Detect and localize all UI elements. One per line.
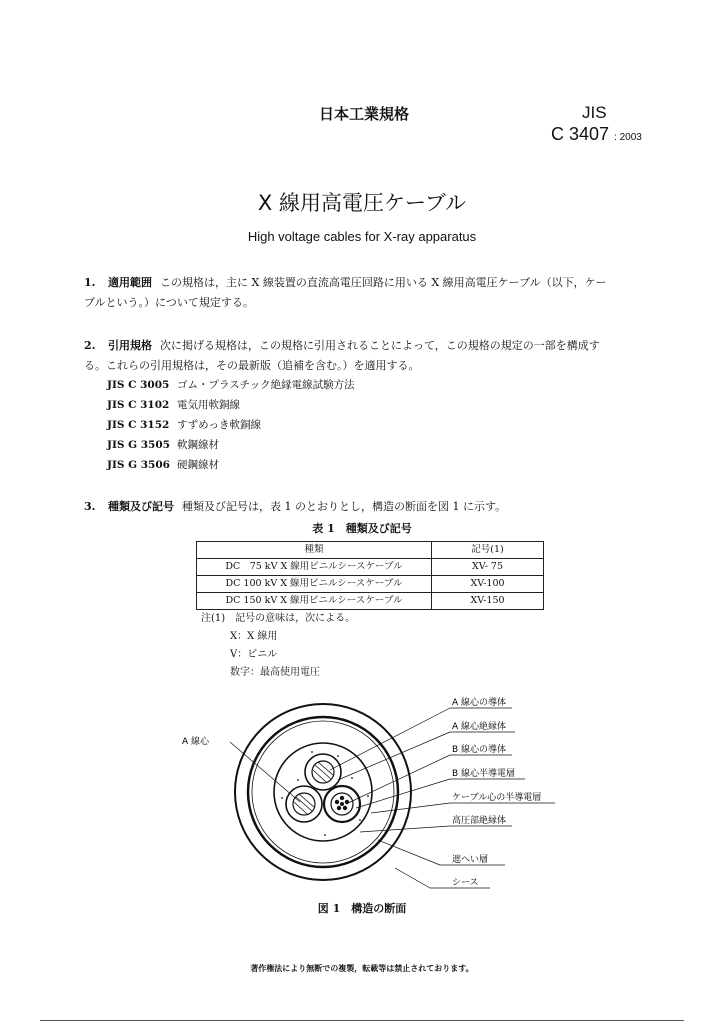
section-2	[84, 336, 664, 376]
section-2-number: 2.	[84, 339, 96, 352]
table-header-symbol: 記号(1)	[432, 542, 544, 559]
figure-label: 高圧部絶縁体	[452, 816, 507, 826]
table-cell-symbol: XV- 75	[432, 559, 544, 576]
section-1-text-line2: ブルという。）について規定する。	[84, 296, 254, 309]
table-cell-type: DC 150 kV X 線用ビニルシースケーブル	[197, 593, 432, 610]
table-row	[197, 559, 544, 576]
reference-item	[107, 455, 355, 475]
copyright-notice: 著作権法により無断での複製，転載等は禁止されております。	[250, 963, 474, 973]
table-cell-symbol: XV-150	[432, 593, 544, 610]
section-2-heading: 引用規格	[108, 339, 152, 352]
figure-caption: 図 1 構造の断面	[317, 902, 407, 915]
reference-list	[107, 375, 355, 475]
section-2-text-line1: 次に掲げる規格は，この規格に引用されることによって，この規格の規定の一部を構成す	[160, 339, 600, 352]
document-subtitle: High voltage cables for X-ray apparatus	[247, 229, 477, 244]
standard-code: C 3407	[551, 124, 610, 144]
figure-label: B 線心半導電層	[452, 769, 516, 779]
reference-title: ゴム・プラスチック絶縁電線試験方法	[177, 379, 355, 391]
table-row	[197, 576, 544, 593]
reference-code: JIS G 3505	[107, 439, 170, 451]
reference-code: JIS C 3152	[107, 419, 170, 431]
table-cell-type: DC 75 kV X 線用ビニルシースケーブル	[197, 559, 432, 576]
shield-layer-circle	[248, 717, 398, 867]
section-3-number: 3.	[84, 500, 96, 513]
section-3-text: 種類及び記号は，表 1 のとおりとし，構造の断面を図 1 に示す。	[182, 500, 507, 513]
figure-label: A 線心の導体	[452, 698, 507, 708]
section-1	[84, 273, 664, 313]
reference-title: 硬鋼線材	[177, 459, 219, 471]
table-header-row	[197, 542, 544, 559]
standard-number	[551, 124, 642, 145]
section-3-heading: 種類及び記号	[108, 500, 174, 513]
figure-label: A 線心絶縁体	[452, 722, 507, 732]
note-text: 記号の意味は，次による。	[235, 613, 356, 624]
table-header-type: 種類	[197, 542, 432, 559]
table-row	[197, 593, 544, 610]
figure-label: シース	[452, 878, 479, 888]
note-item: X：X 線用	[230, 631, 278, 642]
note-item: V：ビニル	[230, 649, 278, 660]
figure-label: ケーブル心の半導電層	[452, 793, 542, 803]
reference-code: JIS C 3102	[107, 399, 170, 411]
types-table	[196, 541, 544, 610]
reference-code: JIS G 3506	[107, 459, 170, 471]
table-note	[201, 610, 355, 682]
figure-label-a-core: A 線心	[182, 737, 210, 747]
reference-item	[107, 435, 355, 455]
section-1-heading: 適用範囲	[108, 276, 152, 289]
table-cell-type: DC 100 kV X 線用ビニルシースケーブル	[197, 576, 432, 593]
table-caption: 表 1 種類及び記号	[312, 522, 412, 535]
reference-item	[107, 395, 355, 415]
note-item: 数字：最高使用電圧	[230, 667, 320, 678]
reference-title: 電気用軟銅線	[177, 399, 240, 411]
bottom-divider	[40, 1020, 684, 1021]
section-1-text-line1: この規格は，主に X 線装置の直流高電圧回路に用いる X 線用高電圧ケーブル（以下，ケー	[160, 276, 607, 289]
standard-label: JIS	[582, 103, 607, 122]
standard-year: : 2003	[614, 132, 642, 143]
note-label: 注(1)	[201, 613, 226, 624]
organization-title: 日本工業規格	[319, 105, 410, 123]
reference-item	[107, 375, 355, 395]
figure-label: B 線心の導体	[452, 745, 507, 755]
cable-cross-section-figure	[0, 680, 724, 895]
figure-label: 遮へい層	[452, 855, 489, 865]
section-2-text-line2: る。これらの引用規格は，その最新版（追補を含む。）を適用する。	[84, 359, 420, 372]
section-1-number: 1.	[84, 276, 96, 289]
reference-title: すずめっき軟銅線	[177, 419, 261, 431]
reference-code: JIS C 3005	[107, 379, 170, 391]
reference-title: 軟鋼線材	[177, 439, 219, 451]
document-title: X 線用高電圧ケーブル	[257, 191, 467, 215]
section-3	[84, 497, 664, 517]
reference-item	[107, 415, 355, 435]
sheath-circle	[235, 704, 411, 880]
table-cell-symbol: XV-100	[432, 576, 544, 593]
